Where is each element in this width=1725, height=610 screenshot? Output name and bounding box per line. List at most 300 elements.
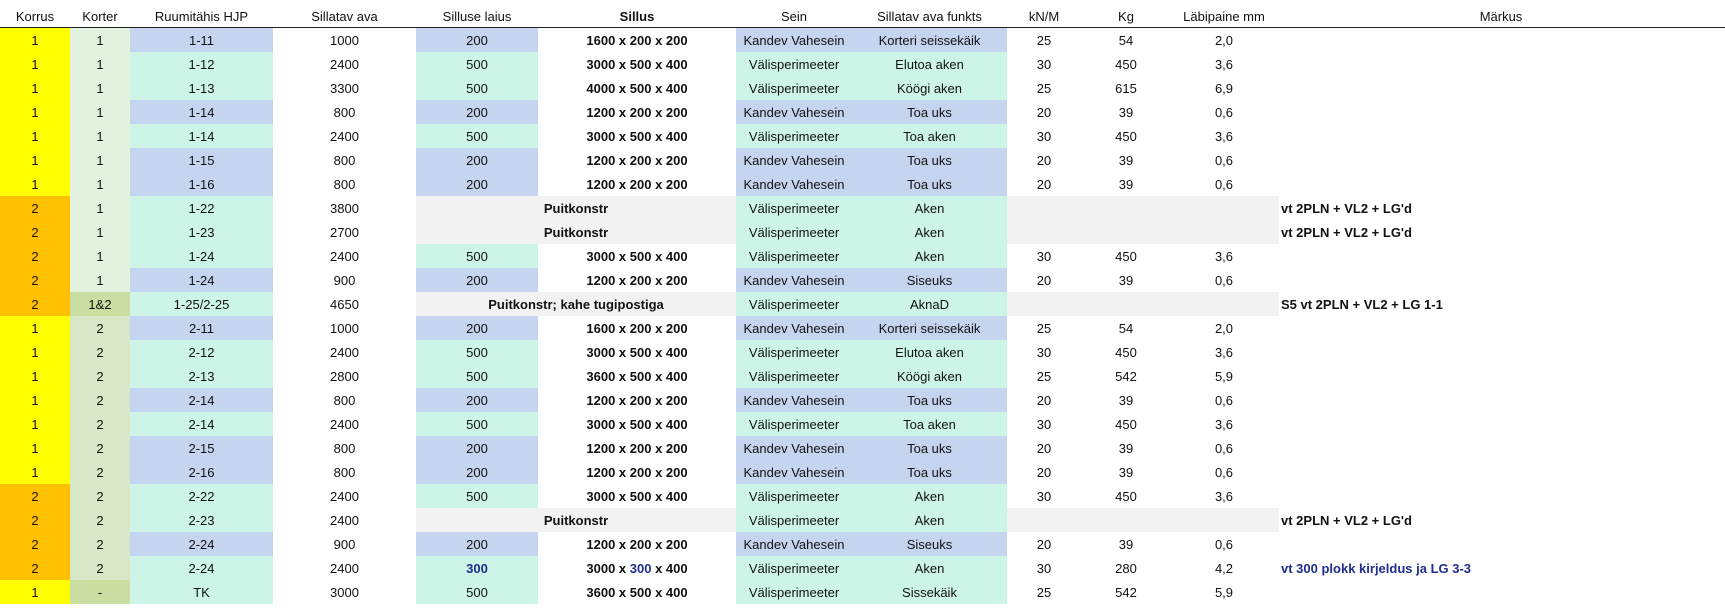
cell-labipaine: 0,6: [1171, 172, 1277, 196]
cell-markus: [1279, 28, 1725, 53]
cell-funkts: Toa uks: [852, 436, 1007, 460]
cell-labipaine: 3,6: [1171, 52, 1277, 76]
cell-silluse-laius: 200: [416, 436, 538, 460]
cell-korter: 2: [70, 388, 130, 412]
cell-korrus: 2: [0, 484, 70, 508]
table-row: [0, 364, 1725, 388]
cell-sein: Kandev Vahesein: [736, 460, 852, 484]
cell-sillatav-ava: 2400: [273, 340, 416, 364]
cell-labipaine: 0,6: [1171, 460, 1277, 484]
cell-kg: 542: [1081, 364, 1171, 388]
cell-sillatav-ava: 3300: [273, 76, 416, 100]
cell-sein: Välisperimeeter: [736, 340, 852, 364]
table-row: [0, 292, 1725, 316]
cell-korter: 2: [70, 484, 130, 508]
cell-empty-loads: [1007, 292, 1279, 316]
col-header-markus: Märkus: [1277, 5, 1725, 28]
cell-ruumitahis: 2-24: [130, 532, 273, 556]
cell-kn: 30: [1007, 484, 1081, 508]
cell-korrus: 1: [0, 100, 70, 124]
cell-ruumitahis: TK: [130, 580, 273, 604]
cell-markus: [1279, 52, 1725, 76]
cell-kg: 39: [1081, 100, 1171, 124]
cell-sillus: 1200 x 200 x 200: [538, 172, 736, 196]
cell-markus: [1279, 484, 1725, 508]
table-row: [0, 532, 1725, 556]
cell-sein: Kandev Vahesein: [736, 388, 852, 412]
cell-ruumitahis: 1-24: [130, 268, 273, 292]
cell-sillatav-ava: 1000: [273, 28, 416, 53]
cell-korrus: 1: [0, 412, 70, 436]
cell-kn: 20: [1007, 388, 1081, 412]
cell-kg: 450: [1081, 412, 1171, 436]
cell-funkts: Aken: [852, 196, 1007, 220]
cell-korrus: 1: [0, 28, 70, 53]
cell-korter: 1: [70, 148, 130, 172]
cell-korter: 1: [70, 220, 130, 244]
cell-markus: [1279, 460, 1725, 484]
table-row: [0, 124, 1725, 148]
cell-ruumitahis: 2-15: [130, 436, 273, 460]
cell-silluse-laius: 500: [416, 340, 538, 364]
table-row: [0, 220, 1725, 244]
cell-sillatav-ava: 2400: [273, 412, 416, 436]
cell-sillatav-ava: 2400: [273, 556, 416, 580]
cell-sein: Kandev Vahesein: [736, 316, 852, 340]
cell-korrus: 1: [0, 580, 70, 604]
cell-korrus: 2: [0, 292, 70, 316]
col-header-funkts: Sillatav ava funkts: [852, 5, 1007, 28]
cell-markus: vt 2PLN + VL2 + LG'd: [1279, 220, 1725, 244]
cell-kn: 30: [1007, 556, 1081, 580]
table-row: [0, 148, 1725, 172]
table-row: [0, 52, 1725, 76]
cell-sein: Kandev Vahesein: [736, 100, 852, 124]
cell-kg: 450: [1081, 52, 1171, 76]
table-row: [0, 436, 1725, 460]
cell-silluse-laius: 200: [416, 316, 538, 340]
cell-markus: vt 300 plokk kirjeldus ja LG 3-3: [1279, 556, 1725, 580]
cell-korrus: 1: [0, 172, 70, 196]
cell-markus: [1279, 340, 1725, 364]
cell-markus: [1279, 412, 1725, 436]
cell-korter: 2: [70, 412, 130, 436]
cell-sein: Kandev Vahesein: [736, 172, 852, 196]
cell-labipaine: 0,6: [1171, 532, 1277, 556]
cell-silluse-laius: 200: [416, 148, 538, 172]
cell-kg: 39: [1081, 436, 1171, 460]
cell-sillatav-ava: 2800: [273, 364, 416, 388]
cell-sillus: 3000 x 500 x 400: [538, 244, 736, 268]
cell-sillus: 3000 x 500 x 400: [538, 340, 736, 364]
cell-korter: 2: [70, 316, 130, 340]
table-row: [0, 268, 1725, 292]
cell-markus: [1279, 172, 1725, 196]
cell-labipaine: 0,6: [1171, 388, 1277, 412]
table-row: [0, 412, 1725, 436]
cell-funkts: Siseuks: [852, 268, 1007, 292]
cell-ruumitahis: 2-14: [130, 412, 273, 436]
cell-sillus: 1200 x 200 x 200: [538, 268, 736, 292]
cell-kg: 450: [1081, 340, 1171, 364]
cell-korrus: 1: [0, 388, 70, 412]
cell-korter: 1: [70, 124, 130, 148]
cell-labipaine: 0,6: [1171, 100, 1277, 124]
cell-sillus: 3600 x 500 x 400: [538, 580, 736, 604]
cell-korrus: 1: [0, 124, 70, 148]
cell-sillatav-ava: 800: [273, 460, 416, 484]
cell-ruumitahis: 1-12: [130, 52, 273, 76]
cell-korrus: 1: [0, 148, 70, 172]
cell-korrus: 2: [0, 508, 70, 532]
cell-sillatav-ava: 2400: [273, 124, 416, 148]
cell-korter: 1: [70, 196, 130, 220]
cell-kn: 25: [1007, 580, 1081, 604]
cell-kn: 20: [1007, 172, 1081, 196]
cell-korrus: 2: [0, 220, 70, 244]
cell-sillus: 1600 x 200 x 200: [538, 316, 736, 340]
cell-funkts: Köögi aken: [852, 76, 1007, 100]
cell-korter: 2: [70, 364, 130, 388]
table-row: [0, 340, 1725, 364]
cell-sillatav-ava: 800: [273, 100, 416, 124]
cell-empty-loads: [1007, 196, 1279, 220]
cell-funkts: Siseuks: [852, 532, 1007, 556]
cell-labipaine: 3,6: [1171, 124, 1277, 148]
cell-labipaine: 3,6: [1171, 244, 1277, 268]
cell-korrus: 1: [0, 436, 70, 460]
cell-ruumitahis: 2-24: [130, 556, 273, 580]
cell-kg: 280: [1081, 556, 1171, 580]
col-header-korrus: Korrus: [0, 5, 70, 28]
cell-kn: 20: [1007, 436, 1081, 460]
col-header-sein: Sein: [736, 5, 852, 28]
cell-kn: 30: [1007, 52, 1081, 76]
cell-korter: 1: [70, 244, 130, 268]
cell-kg: 39: [1081, 172, 1171, 196]
cell-sillatav-ava: 2400: [273, 508, 416, 532]
col-header-labipaine: Läbipaine mm: [1171, 5, 1277, 28]
cell-ruumitahis: 1-16: [130, 172, 273, 196]
cell-sillatav-ava: 900: [273, 532, 416, 556]
cell-empty-loads: [1007, 508, 1279, 532]
cell-markus: vt 2PLN + VL2 + LG'd: [1279, 508, 1725, 532]
header-row: [0, 5, 1725, 28]
col-header-korter: Korter: [70, 5, 130, 28]
cell-silluse-laius: 500: [416, 412, 538, 436]
cell-silluse-laius: 500: [416, 244, 538, 268]
cell-korter: 1: [70, 52, 130, 76]
cell-sillus: 3000 x 500 x 400: [538, 412, 736, 436]
cell-funkts: Toa uks: [852, 388, 1007, 412]
cell-korrus: 1: [0, 460, 70, 484]
cell-markus: S5 vt 2PLN + VL2 + LG 1-1: [1279, 292, 1725, 316]
cell-funkts: Elutoa aken: [852, 52, 1007, 76]
cell-sein: Välisperimeeter: [736, 292, 852, 316]
cell-kn: 30: [1007, 412, 1081, 436]
cell-sein: Välisperimeeter: [736, 52, 852, 76]
cell-korter: 1: [70, 268, 130, 292]
table-row: [0, 508, 1725, 532]
cell-ruumitahis: 1-23: [130, 220, 273, 244]
cell-korrus: 1: [0, 52, 70, 76]
cell-korter: 1: [70, 28, 130, 53]
cell-sillatav-ava: 2400: [273, 52, 416, 76]
col-header-sillatav-ava: Sillatav ava: [273, 5, 416, 28]
cell-korrus: 1: [0, 76, 70, 100]
cell-korter: 1: [70, 76, 130, 100]
cell-kn: 20: [1007, 268, 1081, 292]
cell-sein: Välisperimeeter: [736, 412, 852, 436]
cell-funkts: Aken: [852, 220, 1007, 244]
cell-kg: 54: [1081, 316, 1171, 340]
cell-ruumitahis: 1-22: [130, 196, 273, 220]
cell-labipaine: 5,9: [1171, 364, 1277, 388]
table-row: [0, 388, 1725, 412]
cell-funkts: Toa uks: [852, 460, 1007, 484]
cell-ruumitahis: 1-14: [130, 124, 273, 148]
table-row: [0, 244, 1725, 268]
cell-sein: Kandev Vahesein: [736, 148, 852, 172]
cell-sein: Välisperimeeter: [736, 76, 852, 100]
cell-ruumitahis: 1-25/2-25: [130, 292, 273, 316]
col-header-sillus: Sillus: [538, 5, 736, 28]
cell-korrus: 2: [0, 268, 70, 292]
cell-kn: 30: [1007, 340, 1081, 364]
cell-ruumitahis: 2-14: [130, 388, 273, 412]
col-header-kn: kN/M: [1007, 5, 1081, 28]
cell-silluse-laius: 500: [416, 76, 538, 100]
cell-kn: 20: [1007, 460, 1081, 484]
cell-markus: [1279, 100, 1725, 124]
cell-sillus: 3600 x 500 x 400: [538, 364, 736, 388]
cell-kg: 39: [1081, 388, 1171, 412]
cell-silluse-laius: 200: [416, 28, 538, 53]
cell-kn: 25: [1007, 364, 1081, 388]
cell-ruumitahis: 2-22: [130, 484, 273, 508]
cell-silluse-laius: 200: [416, 100, 538, 124]
cell-korter: 2: [70, 532, 130, 556]
table-row: [0, 28, 1725, 53]
cell-kg: 450: [1081, 244, 1171, 268]
cell-funkts: Sissekäik: [852, 580, 1007, 604]
cell-silluse-laius: 500: [416, 580, 538, 604]
cell-sillus: 1200 x 200 x 200: [538, 460, 736, 484]
cell-kn: 20: [1007, 148, 1081, 172]
cell-korrus: 1: [0, 316, 70, 340]
cell-sein: Kandev Vahesein: [736, 28, 852, 53]
cell-korter: -: [70, 580, 130, 604]
cell-labipaine: 2,0: [1171, 316, 1277, 340]
cell-silluse-laius: 200: [416, 172, 538, 196]
table-row: [0, 76, 1725, 100]
cell-labipaine: 3,6: [1171, 340, 1277, 364]
cell-silluse-laius: 200: [416, 388, 538, 412]
cell-sein: Välisperimeeter: [736, 508, 852, 532]
cell-sillatav-ava: 900: [273, 268, 416, 292]
cell-sillatav-ava: 2700: [273, 220, 416, 244]
cell-ruumitahis: 1-11: [130, 28, 273, 53]
cell-kg: 39: [1081, 532, 1171, 556]
table-row: [0, 172, 1725, 196]
cell-markus: [1279, 580, 1725, 604]
cell-funkts: Elutoa aken: [852, 340, 1007, 364]
cell-korter: 2: [70, 556, 130, 580]
cell-silluse-laius: 300: [416, 556, 538, 580]
table-row: [0, 580, 1725, 604]
cell-sein: Välisperimeeter: [736, 484, 852, 508]
cell-kg: 450: [1081, 484, 1171, 508]
cell-funkts: Korteri seissekäik: [852, 28, 1007, 53]
lintel-schedule-table: [0, 5, 1725, 604]
cell-markus: vt 2PLN + VL2 + LG'd: [1279, 196, 1725, 220]
cell-korrus: 2: [0, 532, 70, 556]
cell-korrus: 2: [0, 196, 70, 220]
cell-silluse-laius: 500: [416, 484, 538, 508]
table-row: [0, 196, 1725, 220]
cell-sein: Kandev Vahesein: [736, 268, 852, 292]
cell-funkts: Toa uks: [852, 100, 1007, 124]
cell-sillatav-ava: 1000: [273, 316, 416, 340]
cell-markus: [1279, 148, 1725, 172]
cell-markus: [1279, 364, 1725, 388]
cell-korter: 2: [70, 340, 130, 364]
cell-funkts: Aken: [852, 484, 1007, 508]
cell-sillus: 1600 x 200 x 200: [538, 28, 736, 53]
cell-ruumitahis: 1-13: [130, 76, 273, 100]
cell-korter: 1: [70, 172, 130, 196]
cell-markus: [1279, 532, 1725, 556]
cell-kn: 20: [1007, 532, 1081, 556]
cell-labipaine: 5,9: [1171, 580, 1277, 604]
cell-kn: 25: [1007, 316, 1081, 340]
cell-labipaine: 0,6: [1171, 268, 1277, 292]
cell-sillatav-ava: 4650: [273, 292, 416, 316]
cell-korrus: 2: [0, 244, 70, 268]
cell-silluse-laius: 200: [416, 460, 538, 484]
col-header-kg: Kg: [1081, 5, 1171, 28]
cell-markus: [1279, 316, 1725, 340]
cell-sillatav-ava: 800: [273, 388, 416, 412]
cell-markus: [1279, 268, 1725, 292]
cell-markus: [1279, 244, 1725, 268]
cell-ruumitahis: 1-14: [130, 100, 273, 124]
cell-silluse-laius: 500: [416, 124, 538, 148]
cell-sein: Välisperimeeter: [736, 244, 852, 268]
cell-korter: 1&2: [70, 292, 130, 316]
col-header-ruumitahis: Ruumitähis HJP: [130, 5, 273, 28]
cell-sillatav-ava: 800: [273, 172, 416, 196]
cell-sillus: 3000 x 300 x 400: [538, 556, 736, 580]
cell-sein: Kandev Vahesein: [736, 436, 852, 460]
cell-sillus: 3000 x 500 x 400: [538, 52, 736, 76]
cell-sein: Välisperimeeter: [736, 364, 852, 388]
cell-sein: Kandev Vahesein: [736, 532, 852, 556]
table-row: [0, 100, 1725, 124]
cell-sillus: 4000 x 500 x 400: [538, 76, 736, 100]
cell-ruumitahis: 2-12: [130, 340, 273, 364]
cell-sillus: 1200 x 200 x 200: [538, 532, 736, 556]
cell-sein: Välisperimeeter: [736, 580, 852, 604]
cell-korter: 2: [70, 508, 130, 532]
cell-korrus: 1: [0, 364, 70, 388]
cell-ruumitahis: 1-15: [130, 148, 273, 172]
cell-sillus: 1200 x 200 x 200: [538, 148, 736, 172]
cell-labipaine: 3,6: [1171, 412, 1277, 436]
table-row: [0, 484, 1725, 508]
cell-funkts: AknaD: [852, 292, 1007, 316]
table-row: [0, 556, 1725, 580]
cell-sillatav-ava: 2400: [273, 484, 416, 508]
cell-sillus: 3000 x 500 x 400: [538, 124, 736, 148]
cell-kg: 39: [1081, 148, 1171, 172]
cell-markus: [1279, 124, 1725, 148]
cell-funkts: Toa aken: [852, 124, 1007, 148]
cell-markus: [1279, 436, 1725, 460]
cell-kn: 20: [1007, 100, 1081, 124]
cell-sein: Välisperimeeter: [736, 556, 852, 580]
cell-sillus-wood: Puitkonstr: [416, 196, 736, 220]
cell-kg: 39: [1081, 460, 1171, 484]
cell-ruumitahis: 1-24: [130, 244, 273, 268]
cell-markus: [1279, 388, 1725, 412]
cell-sillus: 3000 x 500 x 400: [538, 484, 736, 508]
cell-sillus: 1200 x 200 x 200: [538, 100, 736, 124]
cell-sein: Välisperimeeter: [736, 124, 852, 148]
cell-korrus: 1: [0, 340, 70, 364]
cell-funkts: Köögi aken: [852, 364, 1007, 388]
cell-kg: 450: [1081, 124, 1171, 148]
cell-sillatav-ava: 800: [273, 148, 416, 172]
cell-sillus-wood: Puitkonstr; kahe tugipostiga: [416, 292, 736, 316]
cell-ruumitahis: 2-23: [130, 508, 273, 532]
cell-labipaine: 3,6: [1171, 484, 1277, 508]
cell-sein: Välisperimeeter: [736, 220, 852, 244]
cell-silluse-laius: 500: [416, 52, 538, 76]
cell-ruumitahis: 2-16: [130, 460, 273, 484]
cell-funkts: Aken: [852, 508, 1007, 532]
cell-korter: 2: [70, 460, 130, 484]
cell-sillus: 1200 x 200 x 200: [538, 436, 736, 460]
cell-sillatav-ava: 3800: [273, 196, 416, 220]
cell-labipaine: 0,6: [1171, 148, 1277, 172]
cell-empty-loads: [1007, 220, 1279, 244]
cell-korter: 2: [70, 436, 130, 460]
cell-labipaine: 4,2: [1171, 556, 1277, 580]
cell-kg: 542: [1081, 580, 1171, 604]
table-row: [0, 460, 1725, 484]
cell-kn: 25: [1007, 76, 1081, 100]
cell-labipaine: 6,9: [1171, 76, 1277, 100]
cell-labipaine: 2,0: [1171, 28, 1277, 53]
cell-sillus: 1200 x 200 x 200: [538, 388, 736, 412]
table-row: [0, 316, 1725, 340]
cell-funkts: Toa uks: [852, 148, 1007, 172]
cell-sillus-wood: Puitkonstr: [416, 220, 736, 244]
cell-kn: 30: [1007, 244, 1081, 268]
cell-kn: 30: [1007, 124, 1081, 148]
cell-ruumitahis: 2-13: [130, 364, 273, 388]
cell-silluse-laius: 200: [416, 532, 538, 556]
cell-silluse-laius: 500: [416, 364, 538, 388]
cell-kg: 615: [1081, 76, 1171, 100]
cell-sein: Välisperimeeter: [736, 196, 852, 220]
cell-funkts: Aken: [852, 556, 1007, 580]
cell-sillatav-ava: 3000: [273, 580, 416, 604]
cell-funkts: Toa uks: [852, 172, 1007, 196]
cell-ruumitahis: 2-11: [130, 316, 273, 340]
col-header-silluse-laius: Silluse laius: [416, 5, 538, 28]
